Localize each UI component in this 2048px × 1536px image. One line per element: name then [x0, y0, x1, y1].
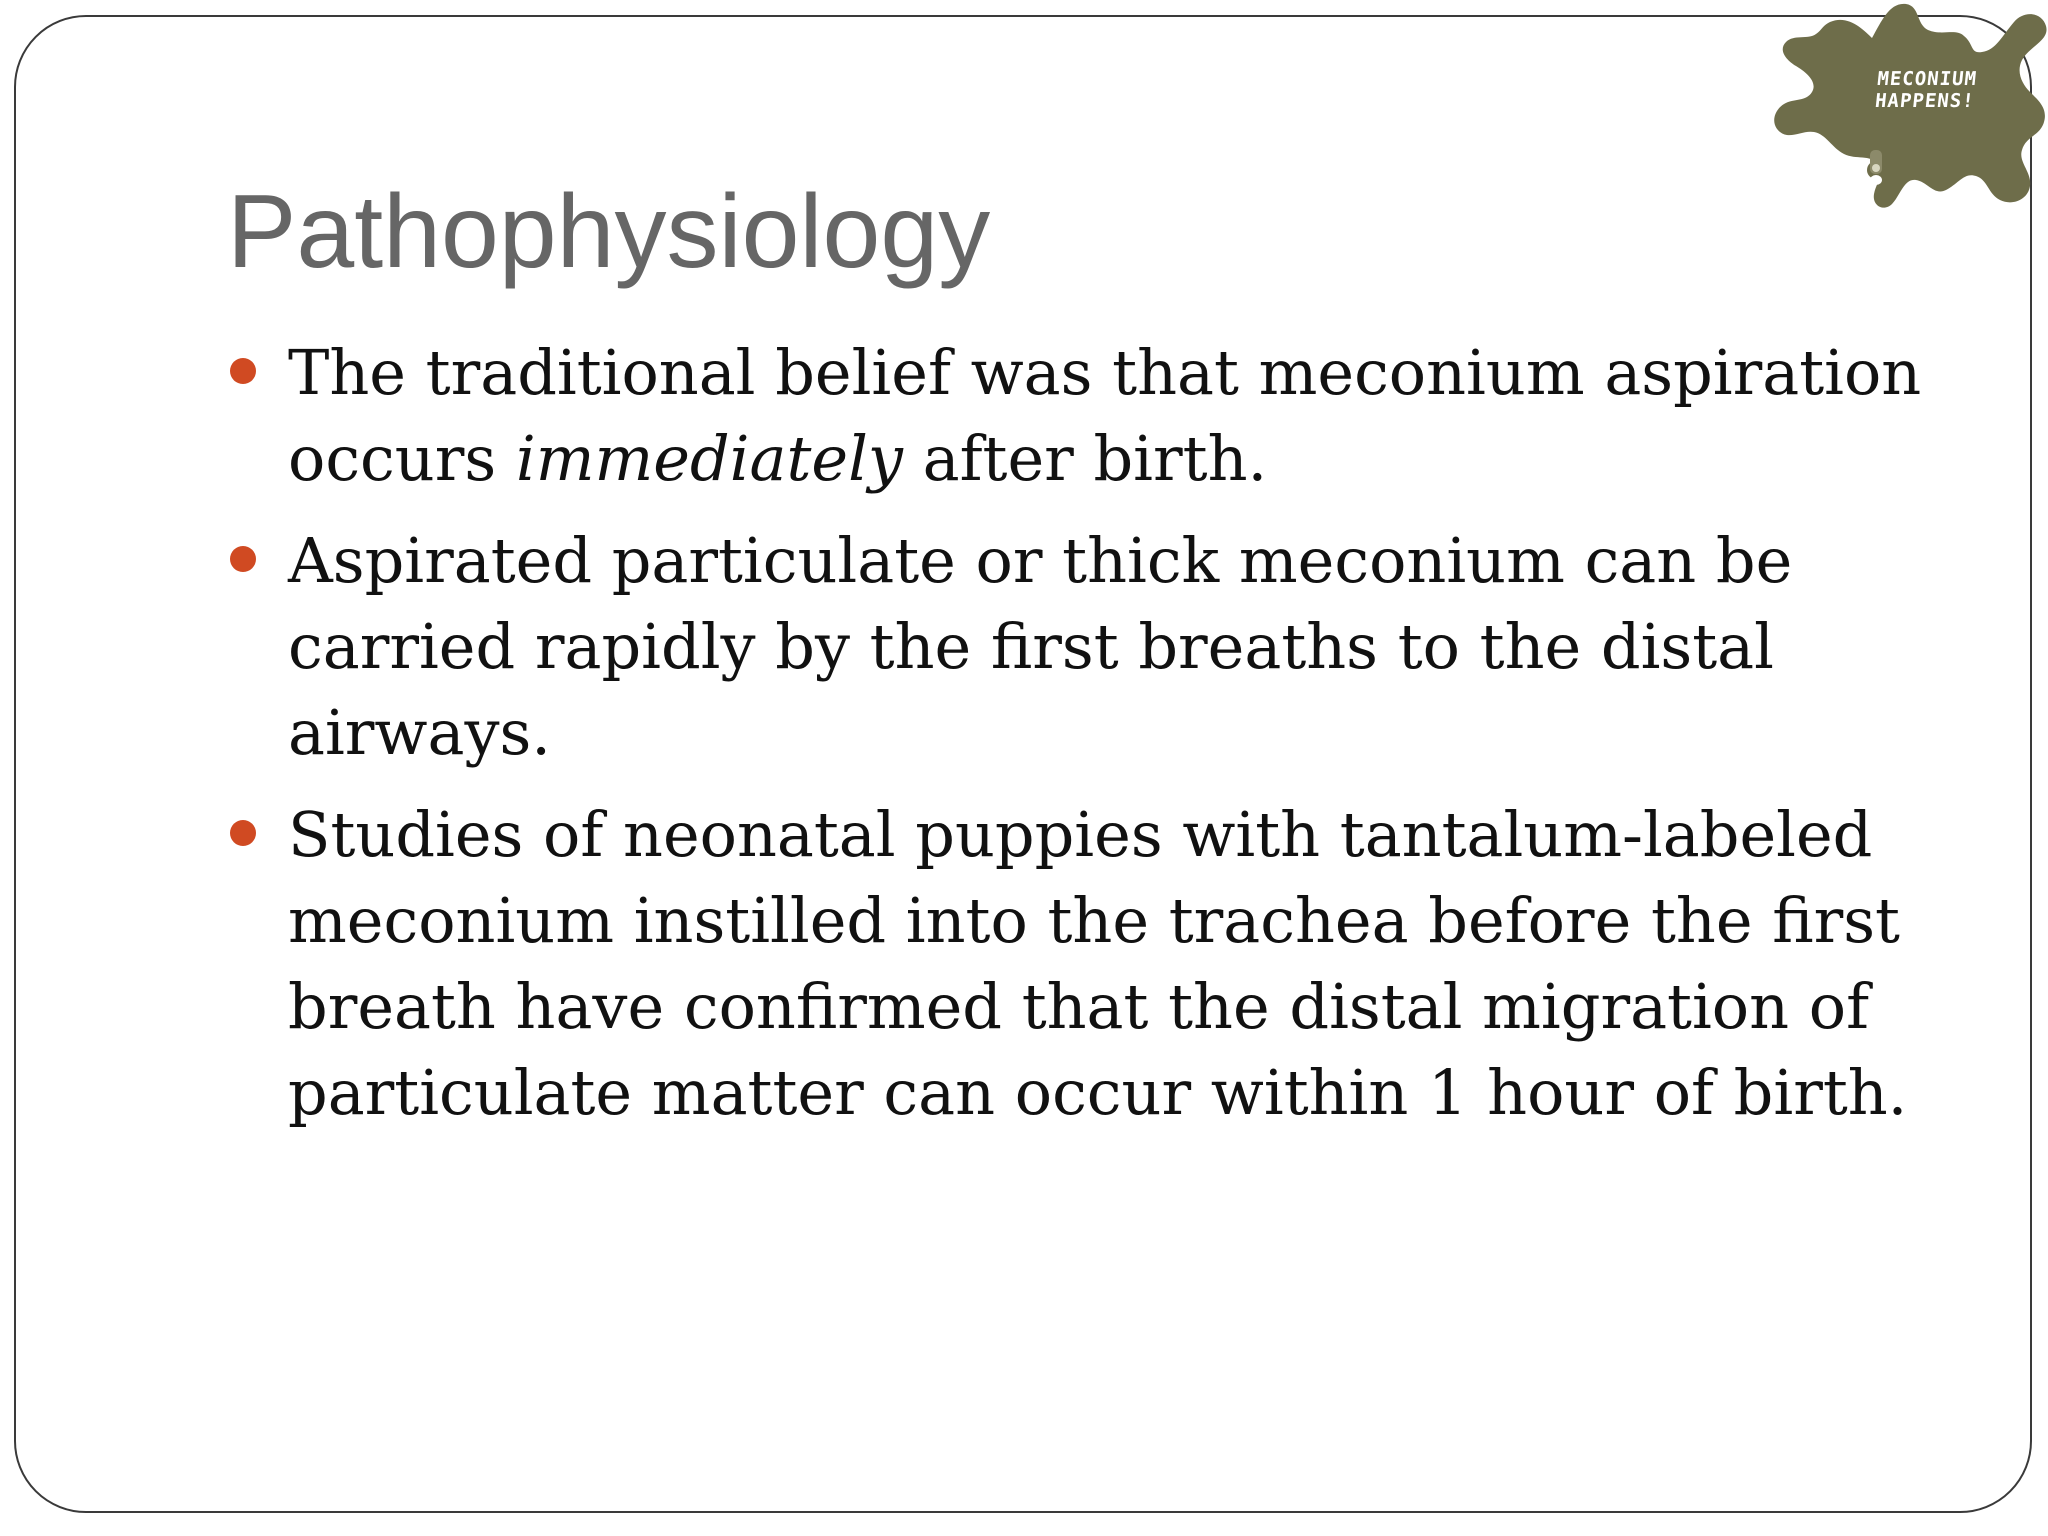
bullet-1-text-after: after birth.	[902, 422, 1268, 495]
bullet-3-text: Studies of neonatal puppies with tantalum-labeled meconium instilled into the trachea before the first breath have confirmed that the distal migration of particulate matter can occur within 1 hour of birth.	[288, 798, 1908, 1129]
bullet-1-emphasis: immediately	[515, 422, 903, 495]
logo-text	[1780, 68, 2048, 112]
bullet-item-3	[226, 792, 1926, 1136]
bullet-icon	[230, 358, 256, 384]
slide-title: Pathophysiology	[227, 174, 991, 290]
bullet-icon	[230, 820, 256, 846]
logo-line-1: MECONIUM	[1876, 68, 1979, 90]
bullet-list	[226, 330, 1926, 1152]
bullet-item-2	[226, 518, 1926, 776]
logo-line-2: HAPPENS!	[1873, 90, 1976, 112]
bullet-item-1	[226, 330, 1926, 502]
bullet-icon	[230, 546, 256, 572]
meconium-happens-logo	[1760, 0, 2048, 222]
bullet-2-text: Aspirated particulate or thick meconium can be carried rapidly by the first breaths to the distal airways.	[288, 524, 1793, 769]
bullet-1-text-before: The traditional belief was that meconium aspiration occurs	[288, 336, 1922, 495]
